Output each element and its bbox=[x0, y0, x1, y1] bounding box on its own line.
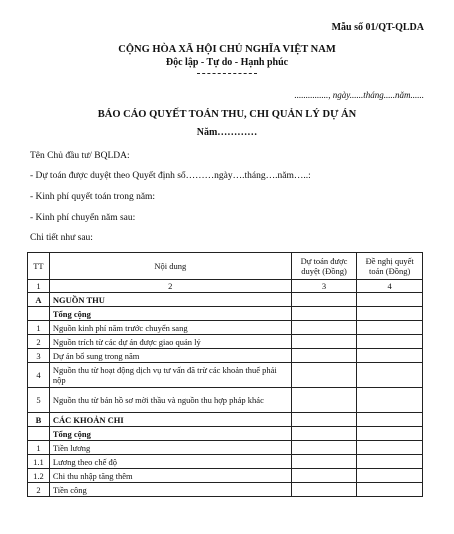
national-heading: CỘNG HÒA XÃ HỘI CHỦ NGHĨA VIỆT NAM bbox=[118, 44, 336, 55]
row-content: Dự án bổ sung trong năm bbox=[49, 349, 291, 363]
header-estimate: Dự toán được duyệt (Đồng) bbox=[291, 253, 357, 280]
row-estimate bbox=[291, 441, 357, 455]
row-estimate bbox=[291, 455, 357, 469]
settlement-table bbox=[27, 252, 423, 497]
row-tt: A bbox=[28, 293, 50, 307]
table-row bbox=[28, 293, 423, 307]
header-proposed: Đề nghị quyết toán (Đồng) bbox=[357, 253, 423, 280]
form-number: Mẫu số 01/QT-QLDA bbox=[331, 22, 424, 33]
table-body bbox=[28, 293, 423, 497]
col-number: 3 bbox=[291, 280, 357, 293]
row-content: Lương theo chế độ bbox=[49, 455, 291, 469]
table-header-row bbox=[28, 253, 423, 280]
table-row bbox=[28, 413, 423, 427]
row-content: Chi thu nhập tăng thêm bbox=[49, 469, 291, 483]
estimate-line: - Dự toán được duyệt theo Quyết định số………ngày….tháng….năm…..: bbox=[30, 171, 311, 181]
table-row bbox=[28, 469, 423, 483]
row-tt: 1 bbox=[28, 321, 50, 335]
row-content: Nguồn thu từ bán hồ sơ mời thầu và nguồn thu hợp pháp khác bbox=[49, 388, 291, 413]
header-tt: TT bbox=[28, 253, 50, 280]
settled-line: - Kinh phí quyết toán trong năm: bbox=[30, 192, 156, 202]
row-tt: 3 bbox=[28, 349, 50, 363]
row-tt bbox=[28, 307, 50, 321]
row-tt: 4 bbox=[28, 363, 50, 388]
report-title: BÁO CÁO QUYẾT TOÁN THU, CHI QUẢN LÝ DỰ ÁN bbox=[97, 109, 357, 120]
row-proposed bbox=[357, 388, 423, 413]
row-tt bbox=[28, 427, 50, 441]
table-row bbox=[28, 483, 423, 497]
table-row bbox=[28, 441, 423, 455]
col-number: 4 bbox=[357, 280, 423, 293]
row-tt: 1 bbox=[28, 441, 50, 455]
row-estimate bbox=[291, 388, 357, 413]
row-estimate bbox=[291, 469, 357, 483]
row-tt: 5 bbox=[28, 388, 50, 413]
row-estimate bbox=[291, 293, 357, 307]
report-year: Năm………… bbox=[196, 127, 258, 138]
row-estimate bbox=[291, 427, 357, 441]
row-proposed bbox=[357, 441, 423, 455]
row-estimate bbox=[291, 413, 357, 427]
table-row bbox=[28, 363, 423, 388]
row-content: Tiền công bbox=[49, 483, 291, 497]
header-content: Nội dung bbox=[49, 253, 291, 280]
row-tt: 2 bbox=[28, 335, 50, 349]
table-row bbox=[28, 388, 423, 413]
row-content: NGUỒN THU bbox=[49, 293, 291, 307]
row-proposed bbox=[357, 335, 423, 349]
row-proposed bbox=[357, 321, 423, 335]
row-proposed bbox=[357, 413, 423, 427]
table-row bbox=[28, 455, 423, 469]
carry-line: - Kinh phí chuyển năm sau: bbox=[30, 213, 136, 223]
motto-divider bbox=[197, 73, 257, 74]
col-number: 2 bbox=[49, 280, 291, 293]
table-row bbox=[28, 427, 423, 441]
row-tt: 1.2 bbox=[28, 469, 50, 483]
table-row bbox=[28, 349, 423, 363]
owner-line: Tên Chủ đầu tư/ BQLDA: bbox=[30, 151, 130, 161]
details-line: Chi tiết như sau: bbox=[30, 233, 93, 243]
row-proposed bbox=[357, 349, 423, 363]
row-proposed bbox=[357, 363, 423, 388]
table-row bbox=[28, 321, 423, 335]
row-content: Tổng cộng bbox=[49, 427, 291, 441]
row-proposed bbox=[357, 307, 423, 321]
row-estimate bbox=[291, 349, 357, 363]
row-content: Nguồn trích từ các dự án được giao quản lý bbox=[49, 335, 291, 349]
row-proposed bbox=[357, 483, 423, 497]
row-tt: 1.1 bbox=[28, 455, 50, 469]
row-tt: 2 bbox=[28, 483, 50, 497]
row-estimate bbox=[291, 335, 357, 349]
row-estimate bbox=[291, 363, 357, 388]
row-estimate bbox=[291, 321, 357, 335]
row-estimate bbox=[291, 483, 357, 497]
row-proposed bbox=[357, 455, 423, 469]
row-proposed bbox=[357, 293, 423, 307]
row-proposed bbox=[357, 427, 423, 441]
row-content: Nguồn thu từ hoạt động dịch vụ tư vấn đã trừ các khoản thuế phải nộp bbox=[49, 363, 291, 388]
national-motto: Độc lập - Tự do - Hạnh phúc bbox=[165, 57, 289, 68]
date-line: ..............., ngày......tháng.....năm...... bbox=[294, 90, 424, 100]
table-row bbox=[28, 335, 423, 349]
row-estimate bbox=[291, 307, 357, 321]
row-tt: B bbox=[28, 413, 50, 427]
table-row bbox=[28, 307, 423, 321]
col-number: 1 bbox=[28, 280, 50, 293]
row-content: Nguồn kinh phí năm trước chuyển sang bbox=[49, 321, 291, 335]
column-number-row bbox=[28, 280, 423, 293]
row-proposed bbox=[357, 469, 423, 483]
row-content: Tổng cộng bbox=[49, 307, 291, 321]
row-content: Tiền lương bbox=[49, 441, 291, 455]
row-content: CÁC KHOẢN CHI bbox=[49, 413, 291, 427]
